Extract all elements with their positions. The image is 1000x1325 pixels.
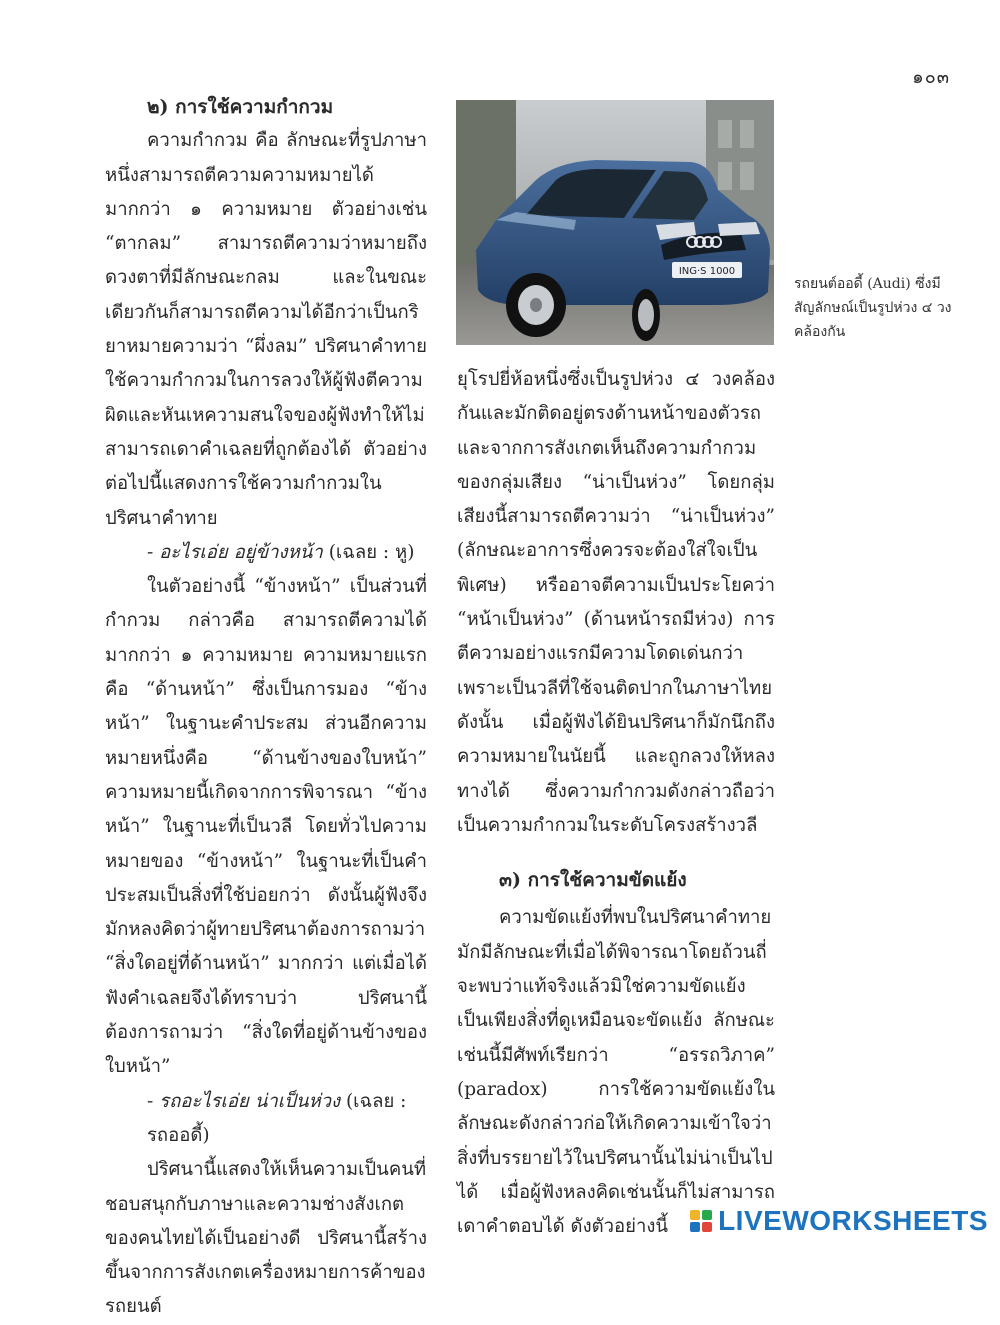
- left-column: [105, 90, 427, 1325]
- riddle-question: - อะไรเอ่ย อยู่ข้างหน้า: [147, 541, 323, 563]
- riddle-question: - รถอะไรเอ่ย น่าเป็นห่วง: [147, 1090, 341, 1112]
- riddle-example: [105, 536, 427, 570]
- section-heading-ambiguity: ๒) การใช้ความกำกวม: [147, 96, 334, 118]
- page-number: ๑๐๓: [912, 67, 950, 88]
- figure-caption: รถยนต์ออดี้ (Audi) ซึ่งมีสัญลักษณ์เป็นรูปห่วง ๔ วงคล้องกัน: [794, 276, 952, 340]
- right-column: [457, 363, 775, 1244]
- section-heading-contradiction: ๓) การใช้ความขัดแย้ง: [499, 869, 687, 892]
- brand-name: LIVEWORKSHEETS: [718, 1205, 988, 1236]
- paragraph: ยุโรปยี่ห้อหนึ่งซึ่งเป็นรูปห่วง ๔ วงคล้องกันและมักติดอยู่ตรงด้านหน้าของตัวรถ และจากการสังเกตเห็นถึงความกำกวมของกลุ่มเสียง “น่าเป็นห่วง” โดยกลุ่มเสียงนี้สามารถตีความว่า “น่าเป็นห่วง” (ลักษณะอาการซึ่งควรจะต้องใส่ใจเป็นพิเศษ) หรืออาจตีความเป็นประโยคว่า “หน้าเป็นห่วง” (ด้านหน้ารถมีห่วง) การตีความอย่างแรกมีความโดดเด่นกว่า เพราะเป็นวลีที่ใช้จนติดปากในภาษาไทย ดังนั้น เมื่อผู้ฟังได้ยินปริศนาก็มักนึกถึงความหมายในนัยนี้ และถูกลวงให้หลงทางได้ ซึ่งความกำกวมดังกล่าวถือว่าเป็นความกำกวมในระดับโครงสร้างวลี: [457, 369, 775, 836]
- liveworksheets-logo[interactable]: [690, 1205, 988, 1237]
- paragraph: ปริศนานี้แสดงให้เห็นความเป็นคนที่ชอบสนุกกับภาษาและความช่างสังเกตของคนไทยได้เป็นอย่างดี ปริศนานี้สร้างขึ้นจากการสังเกตเครื่องหมายการค้าของรถยนต์: [105, 1159, 427, 1318]
- paragraph: ในตัวอย่างนี้ “ข้างหน้า” เป็นส่วนที่กำกวม กล่าวคือ สามารถตีความได้มากกว่า ๑ ความหมาย ความหมายแรกคือ “ด้านหน้า” ซึ่งเป็นการมอง “ข้างหน้า” ในฐานะคำประสม ส่วนอีกความหมายหนึ่งคือ “ด้านข้างของใบหน้า” ความหมายนี้เกิดจากการพิจารณา “ข้างหน้า” ในฐานะที่เป็นวลี โดยทั่วไปความหมายของ “ข้างหน้า” ในฐานะที่เป็นคำประสมเป็นสิ่งที่ใช้บ่อยกว่า ดังนั้นผู้ฟังจึงมักหลงคิดว่าผู้ทายปริศนาต้องการถามว่า “สิ่งใดอยู่ที่ด้านหน้า” มากกว่า แต่เมื่อได้ฟังคำเฉลยจึงได้ทราบว่า ปริศนานี้ต้องการถามว่า “สิ่งใดที่อยู่ด้านข้างของใบหน้า”: [105, 576, 427, 1078]
- riddle-answer: (เฉลย : รถออดี้): [147, 1090, 407, 1146]
- paragraph: ความกำกวม คือ ลักษณะที่รูปภาษาหนึ่งสามารถตีความความหมายได้มากกว่า ๑ ความหมาย ตัวอย่างเช่น “ตากลม” สามารถตีความว่าหมายถึง ดวงตาที่มีลักษณะกลม และในขณะเดียวกันก็สามารถตีความได้อีกว่าเป็นกริยาหมายความว่า “ผึ่งลม” ปริศนาคำทายใช้ความกำกวมในการลวงให้ผู้ฟังตีความผิดและหันเหความสนใจของผู้ฟังทำให้ไม่สามารถเดาคำเฉลยที่ถูกต้องได้ ตัวอย่างต่อไปนี้แสดงการใช้ความกำกวมในปริศนาคำทาย: [105, 130, 427, 529]
- riddle-example: [105, 1085, 427, 1154]
- audi-car-photo: [456, 100, 774, 345]
- paragraph: ความขัดแย้งที่พบในปริศนาคำทายมักมีลักษณะที่เมื่อได้พิจารณาโดยถ้วนถี่จะพบว่าแท้จริงแล้วมิใช่ความขัดแย้ง เป็นเพียงสิ่งที่ดูเหมือนจะขัดแย้ง ลักษณะเช่นนี้มีศัพท์เรียกว่า “อรรถวิภาค” (paradox) การใช้ความขัดแย้งในลักษณะดังกล่าวก่อให้เกิดความเข้าใจว่า สิ่งที่บรรยายไว้ในปริศนานั้นไม่น่าเป็นไปได้ เมื่อผู้ฟังหลงคิดเช่นนั้นก็ไม่สามารถเดาคำตอบได้ ดังตัวอย่างนี้: [457, 907, 775, 1238]
- license-plate-text: ING·S 1000: [678, 266, 736, 277]
- riddle-answer: (เฉลย : หู): [322, 541, 415, 563]
- car-illustration: [456, 100, 774, 345]
- logo-grid-icon: [690, 1210, 712, 1232]
